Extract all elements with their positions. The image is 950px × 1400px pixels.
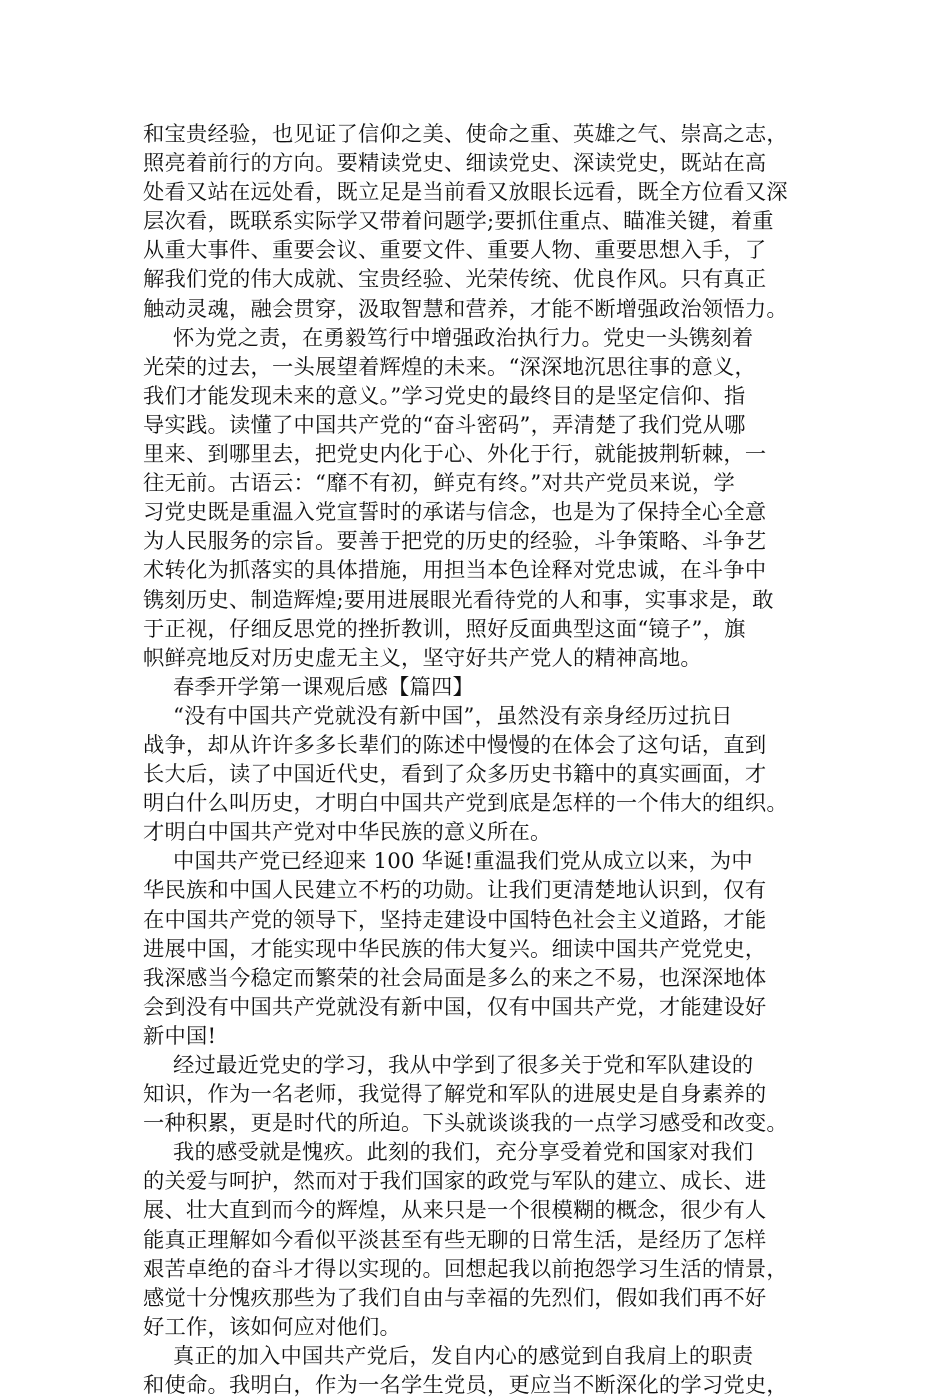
text-line: 处看又站在远处看，既立足是当前看又放眼长远看，既全方位看又深 [143, 180, 788, 206]
text-line: 习党史既是重温入党宣誓时的承诺与信念，也是为了保持全心全意 [143, 500, 767, 526]
paragraph-first-line: 中国共产党已经迎来 100 华诞!重温我们党从成立以来，为中 [173, 849, 753, 875]
section-heading: 春季开学第一课观后感【篇四】 [173, 674, 474, 700]
text-line: 层次看，既联系实际学又带着问题学;要抓住重点、瞄准关键，着重 [143, 209, 774, 235]
paragraph-first-line: 经过最近党史的学习，我从中学到了很多关于党和军队建设的 [173, 1053, 754, 1078]
text-line: 才明白中国共产党对中华民族的意义所在。 [143, 820, 552, 846]
paragraph-first-line: “没有中国共产党就没有新中国”，虽然没有亲身经历过抗日 [173, 703, 733, 729]
text-line: 知识，作为一名老师，我觉得了解党和军队的进展史是自身素养的 [143, 1082, 767, 1108]
text-line: 帜鲜亮地反对历史虚无主义，坚守好共产党人的精神高地。 [143, 645, 702, 671]
text-line: 解我们党的伟大成就、宝贵经验、光荣传统、优良作风。只有真正 [143, 267, 767, 293]
text-line: 能真正理解如今看似平淡甚至有些无聊的日常生活，是经历了怎样 [143, 1227, 767, 1253]
text-line: 新中国! [143, 1023, 217, 1049]
paragraph-first-line: 我的感受就是愧疚。此刻的我们，充分享受着党和国家对我们 [173, 1140, 754, 1166]
text-line: 一种积累，更是时代的所迫。下头就谈谈我的一点学习感受和改变。 [143, 1111, 788, 1137]
text-line: 好工作，该如何应对他们。 [143, 1314, 401, 1340]
text-line: 为人民服务的宗旨。要善于把党的历史的经验，斗争策略、斗争艺 [143, 529, 767, 555]
text-line: 我深感当今稳定而繁荣的社会局面是多么的来之不易，也深深地体 [143, 965, 767, 991]
text-line: 触动灵魂，融会贯穿，汲取智慧和营养，才能不断增强政治领悟力。 [143, 296, 788, 322]
text-line: 和使命。我明白，作为一名学生党员，更应当不断深化的学习党史， [143, 1373, 788, 1399]
text-line: 明白什么叫历史，才明白中国共产党到底是怎样的一个伟大的组织。 [143, 791, 788, 817]
paragraph-first-line: 真正的加入中国共产党后，发自内心的感觉到自我肩上的职责 [173, 1343, 754, 1369]
text-line: 艰苦卓绝的奋斗才得以实现的。回想起我以前抱怨学习生活的情景， [143, 1256, 788, 1282]
text-line: 导实践。读懂了中国共产党的“奋斗密码”，弄清楚了我们党从哪 [143, 412, 746, 438]
text-line: 展、壮大直到而今的辉煌，从来只是一个很模糊的概念，很少有人 [143, 1198, 767, 1224]
text-line: 里来、到哪里去，把党史内化于心、外化于行，就能披荆斩棘，一 [143, 442, 767, 468]
text-line: 镌刻历史、制造辉煌;要用进展眼光看待党的人和事，实事求是，敢 [143, 587, 774, 613]
text-line: 我们才能发现未来的意义。”学习党史的最终目的是坚定信仰、指 [143, 383, 746, 409]
document-body [143, 120, 829, 1400]
text-line: 会到没有中国共产党就没有新中国，仅有中国共产党，才能建设好 [143, 994, 767, 1020]
text-line: 战争，却从许许多多长辈们的陈述中慢慢的在体会了这句话，直到 [143, 732, 767, 758]
text-line: 的关爱与呵护，然而对于我们国家的政党与军队的建立、成长、进 [143, 1169, 767, 1195]
text-line: 往无前。古语云：“靡不有初，鲜克有终。”对共产党员来说，学 [143, 471, 735, 497]
text-line: 华民族和中国人民建立不朽的功勋。让我们更清楚地认识到，仅有 [143, 878, 767, 904]
text-line: 从重大事件、重要会议、重要文件、重要人物、重要思想入手，了 [143, 238, 767, 264]
text-line: 于正视，仔细反思党的挫折教训，照好反面典型这面“镜子”，旗 [143, 616, 746, 642]
text-line: 在中国共产党的领导下，坚持走建设中国特色社会主义道路，才能 [143, 907, 767, 933]
text-line: 进展中国，才能实现中华民族的伟大复兴。细读中国共产党党史， [143, 936, 767, 962]
text-line: 和宝贵经验，也见证了信仰之美、使命之重、英雄之气、崇高之志， [143, 122, 788, 147]
paragraph-first-line: 怀为党之责，在勇毅笃行中增强政治执行力。党史一头镌刻着 [173, 325, 754, 351]
text-line: 长大后，读了中国近代史，看到了众多历史书籍中的真实画面，才 [143, 762, 767, 788]
text-line: 感觉十分愧疚那些为了我们自由与幸福的先烈们，假如我们再不好 [143, 1285, 767, 1311]
text-line: 术转化为抓落实的具体措施，用担当本色诠释对党忠诚，在斗争中 [143, 558, 767, 584]
text-line: 照亮着前行的方向。要精读党史、细读党史、深读党史，既站在高 [143, 151, 767, 177]
text-line: 光荣的过去，一头展望着辉煌的未来。“深深地沉思往事的意义， [143, 354, 757, 380]
